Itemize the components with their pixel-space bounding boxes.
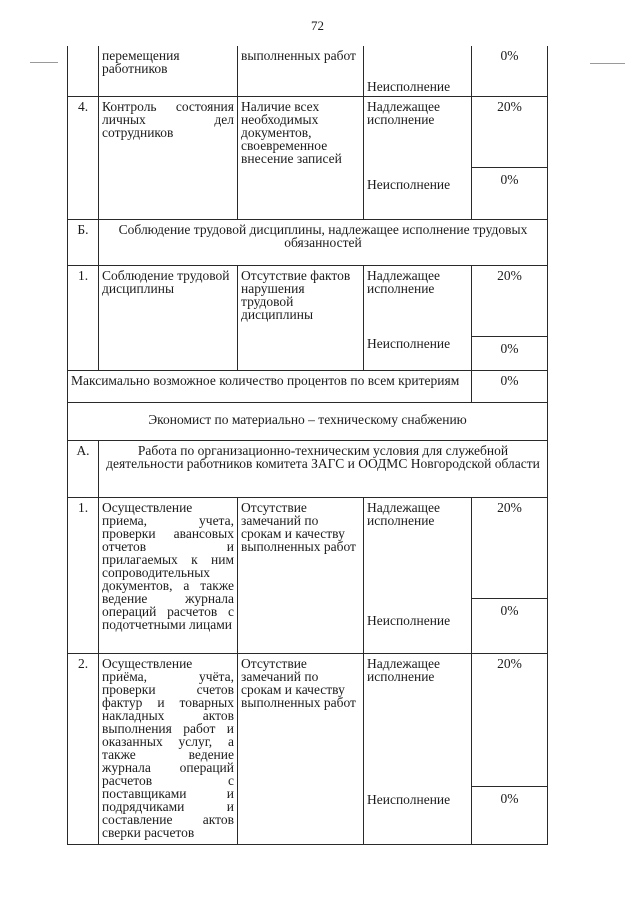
fulfillment-label: Надлежащее исполнение (367, 656, 441, 684)
section-title: Работа по организационно-техническим условия для служебной деятельности работников комитета ЗАГС и ООДМС Новгородской области (99, 441, 548, 498)
indicator-cell: выполненных работ (238, 46, 364, 97)
section-letter: А. (68, 441, 99, 498)
fulfillment-label: Надлежащее исполнение (367, 500, 441, 528)
percent-cell: 20% 0% (472, 498, 548, 654)
scan-mark-right (590, 63, 625, 64)
fulfillment-label: Надлежащее исполнение (367, 99, 441, 127)
table-row (68, 266, 548, 371)
table-row (68, 46, 548, 97)
indicator-cell: Отсутствие замечаний по срокам и качеству выполненных работ (238, 654, 364, 845)
criterion-cell: Соблюдение трудовой дисциплины (99, 266, 238, 371)
row-number: 1. (68, 498, 99, 654)
indicator-cell: Наличие всех необходимых документов, своевременное внесение записей (238, 97, 364, 220)
scan-mark-left (30, 62, 58, 63)
total-row (68, 371, 548, 403)
criterion-cell: Контроль состояния личных дел сотрудников (99, 97, 238, 220)
non-fulfillment-label: Неисполнение (367, 336, 451, 351)
page-number: 72 (311, 18, 324, 33)
section-header-row (68, 220, 548, 266)
row-number: 4. (68, 97, 99, 220)
evaluation-cell (364, 97, 472, 220)
percent-cell: 0% (472, 46, 548, 97)
row-number: 2. (68, 654, 99, 845)
criterion-cell: перемещения работников (99, 46, 238, 97)
indicator-cell: Отсутствие фактов нарушения трудовой дисциплины (238, 266, 364, 371)
section-header-row (68, 441, 548, 498)
max-label: Максимально возможное количество процентов по всем критериям (68, 371, 472, 403)
non-fulfillment-label: Неисполнение (367, 613, 451, 628)
row-number: 1. (68, 266, 99, 371)
non-fulfillment-label: Неисполнение (367, 177, 451, 192)
role-title: Экономист по материально – техническому снабжению (68, 403, 548, 441)
table-row (68, 498, 548, 654)
evaluation-table (67, 46, 548, 845)
evaluation-cell (364, 266, 472, 371)
evaluation-cell (364, 654, 472, 845)
evaluation-cell (364, 498, 472, 654)
section-title: Соблюдение трудовой дисциплины, надлежащее исполнение трудовых обязанностей (99, 220, 548, 266)
percent-cell: 20% 0% (472, 97, 548, 220)
section-letter: Б. (68, 220, 99, 266)
percent-cell: 0% (472, 371, 548, 403)
table-row (68, 654, 548, 845)
non-fulfillment-label: Неисполнение (367, 792, 451, 807)
criterion-cell: Осуществление приёма, учёта, проверки счетов фактур и товарных накладных актов выполнения работ и оказанных услуг, а также ведение журнала операций расчетов с поставщиками и подрядчиками и составление актов сверки расчетов (99, 654, 238, 845)
percent-cell: 20% 0% (472, 266, 548, 371)
fulfillment-label: Надлежащее исполнение (367, 268, 441, 296)
criterion-cell: Осуществление приема, учета, проверки авансовых отчетов и прилагаемых к ним сопроводительных документов, а также ведение журнала операций расчетов с подотчетными лицами (99, 498, 238, 654)
indicator-cell: Отсутствие замечаний по срокам и качеству выполненных работ (238, 498, 364, 654)
percent-cell: 20% 0% (472, 654, 548, 845)
role-header-row (68, 403, 548, 441)
row-number (68, 46, 99, 97)
evaluation-cell: Неисполнение (364, 46, 472, 97)
table-row (68, 97, 548, 220)
